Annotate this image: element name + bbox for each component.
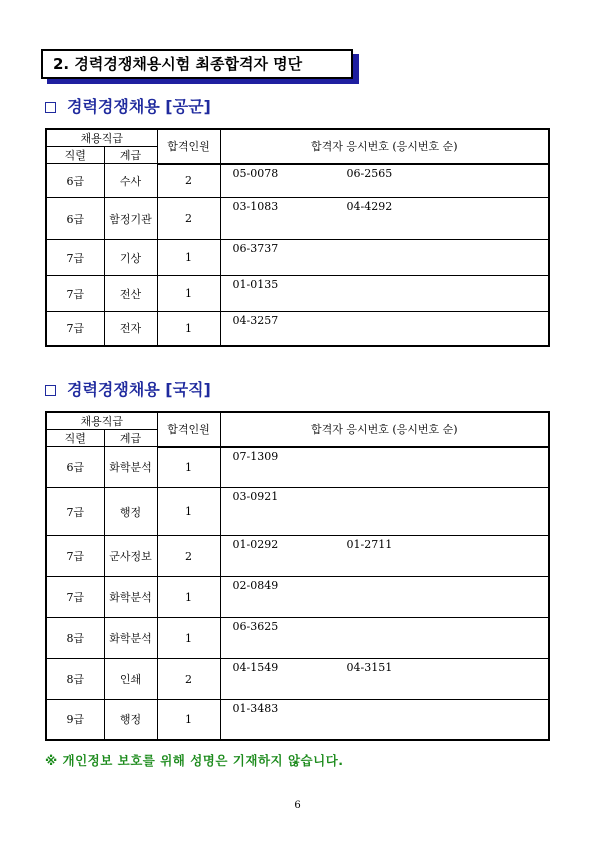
cell-numbers	[220, 447, 549, 488]
cell-numbers	[220, 536, 549, 577]
table-row	[46, 577, 549, 618]
page-number: 6	[294, 800, 301, 811]
applicant-number: 05-0078	[232, 166, 279, 180]
applicant-number: 01-0135	[232, 278, 279, 291]
header-class: 계급	[104, 147, 157, 164]
cell-numbers	[220, 276, 549, 312]
applicant-number: 04-3257	[232, 314, 279, 327]
document-title: 2. 경력경쟁채용시험 최종합격자 명단	[41, 49, 353, 79]
cell-class: 행정	[104, 488, 157, 536]
section-heading-text: 경력경쟁채용 [공군]	[67, 97, 211, 116]
cell-count: 1	[157, 240, 220, 276]
cell-class: 함정기관	[104, 198, 157, 240]
applicant-number: 06-3625	[232, 620, 279, 633]
cell-rank: 7급	[46, 536, 104, 577]
cell-class: 인쇄	[104, 659, 157, 700]
applicant-number: 03-1083	[232, 200, 279, 213]
cell-rank: 7급	[46, 276, 104, 312]
checkbox-icon	[45, 102, 56, 113]
header-count: 합격인원	[157, 412, 220, 447]
header-recruit-grade: 채용직급	[46, 412, 157, 430]
cell-count: 1	[157, 447, 220, 488]
cell-rank: 7급	[46, 488, 104, 536]
cell-count: 2	[157, 659, 220, 700]
cell-class: 화학분석	[104, 447, 157, 488]
cell-numbers	[220, 240, 549, 276]
cell-count: 2	[157, 164, 220, 198]
header-numbers: 합격자 응시번호 (응시번호 순)	[220, 129, 549, 164]
results-table-airforce	[45, 128, 550, 347]
cell-rank: 7급	[46, 312, 104, 346]
cell-class: 수사	[104, 164, 157, 198]
applicant-number: 01-2711	[346, 538, 393, 551]
header-count: 합격인원	[157, 129, 220, 164]
applicant-number: 04-3151	[346, 661, 393, 674]
applicant-number: 06-3737	[232, 242, 279, 255]
results-table-national	[45, 411, 550, 741]
table-row	[46, 659, 549, 700]
table-row	[46, 164, 549, 198]
table-row	[46, 700, 549, 740]
cell-numbers	[220, 312, 549, 346]
checkbox-icon	[45, 385, 56, 396]
cell-class: 전자	[104, 312, 157, 346]
cell-count: 1	[157, 618, 220, 659]
applicant-number: 06-2565	[346, 166, 393, 180]
cell-class: 전산	[104, 276, 157, 312]
cell-rank: 6급	[46, 164, 104, 198]
table-row	[46, 447, 549, 488]
table-row	[46, 240, 549, 276]
table-row	[46, 312, 549, 346]
cell-class: 군사정보	[104, 536, 157, 577]
section-heading-national	[45, 378, 211, 402]
cell-class: 기상	[104, 240, 157, 276]
table-row	[46, 198, 549, 240]
cell-count: 1	[157, 577, 220, 618]
cell-numbers	[220, 700, 549, 740]
cell-count: 2	[157, 536, 220, 577]
header-rank: 직렬	[46, 147, 104, 164]
table-row	[46, 488, 549, 536]
applicant-number: 03-0921	[232, 490, 279, 503]
cell-numbers	[220, 618, 549, 659]
header-rank: 직렬	[46, 430, 104, 447]
cell-rank: 6급	[46, 447, 104, 488]
table-row	[46, 618, 549, 659]
cell-numbers	[220, 198, 549, 240]
applicant-number: 07-1309	[232, 449, 279, 463]
cell-rank: 8급	[46, 659, 104, 700]
cell-count: 2	[157, 198, 220, 240]
section-heading-airforce	[45, 95, 211, 119]
header-recruit-grade: 채용직급	[46, 129, 157, 147]
applicant-number: 01-0292	[232, 538, 279, 551]
cell-count: 1	[157, 700, 220, 740]
applicant-number: 02-0849	[232, 579, 279, 592]
header-numbers: 합격자 응시번호 (응시번호 순)	[220, 412, 549, 447]
cell-numbers	[220, 577, 549, 618]
table-row	[46, 276, 549, 312]
cell-rank: 6급	[46, 198, 104, 240]
applicant-number: 04-4292	[346, 200, 393, 213]
cell-rank: 9급	[46, 700, 104, 740]
cell-class: 행정	[104, 700, 157, 740]
cell-rank: 7급	[46, 577, 104, 618]
cell-numbers	[220, 488, 549, 536]
privacy-notice: ※ 개인정보 보호를 위해 성명은 기재하지 않습니다.	[45, 753, 344, 768]
cell-rank: 8급	[46, 618, 104, 659]
cell-numbers	[220, 164, 549, 198]
cell-count: 1	[157, 312, 220, 346]
cell-count: 1	[157, 488, 220, 536]
cell-class: 화학분석	[104, 577, 157, 618]
section-heading-text: 경력경쟁채용 [국직]	[67, 380, 211, 399]
cell-count: 1	[157, 276, 220, 312]
table-row	[46, 536, 549, 577]
cell-rank: 7급	[46, 240, 104, 276]
header-class: 계급	[104, 430, 157, 447]
cell-numbers	[220, 659, 549, 700]
applicant-number: 04-1549	[232, 661, 279, 674]
applicant-number: 01-3483	[232, 702, 279, 715]
cell-class: 화학분석	[104, 618, 157, 659]
